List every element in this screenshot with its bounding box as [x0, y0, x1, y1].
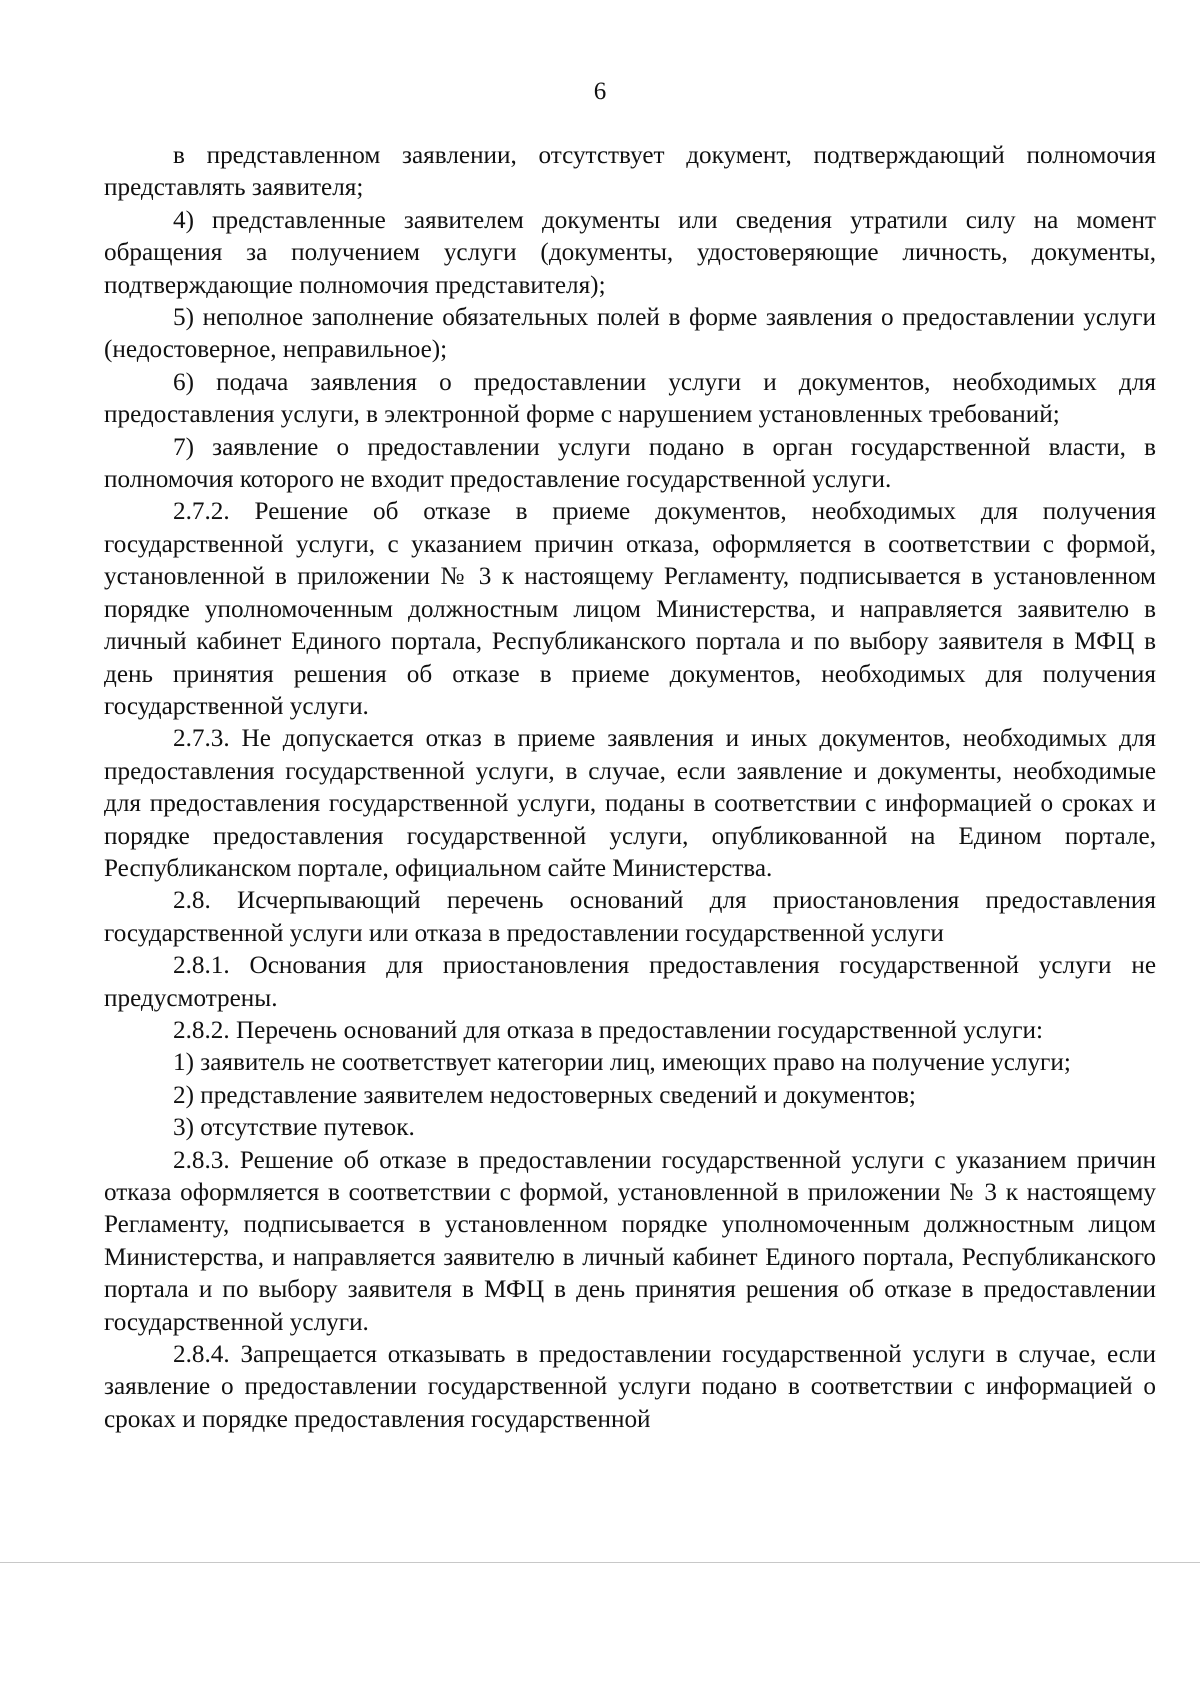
paragraph-2-7-3: 2.7.3. Не допускается отказ в приеме заявления и иных документов, необходимых для предоставления государственной услуги, в случае, если заявление и документы, необходимые для предоставления государственной услуги, поданы в соответствии с информацией о сроках и порядке предоставления государственной услуги, опубликованной на Едином портале, Республиканском портале, официальном сайте Министерства.: [104, 725, 1156, 882]
refusal-ground-3: 3) отсутствие путевок.: [173, 1114, 415, 1142]
paragraph-representative-authority: в представленном заявлении, отсутствует документ, подтверждающий полномочия представлять заявителя;: [104, 142, 1156, 202]
refusal-ground-2: 2) представление заявителем недостоверных сведений и документов;: [173, 1081, 916, 1109]
paragraph-2-7-2: 2.7.2. Решение об отказе в приеме документов, необходимых для получения государственной услуги, с указанием причин отказа, оформляется в соответствии с формой, установленной в приложении № 3 к настоящему Регламенту, подписывается в установленном порядке уполномоченным должностным лицом Министерства, и направляется заявителю в личный кабинет Единого портала, Республиканского портала и по выбору заявителя в МФЦ в день принятия решения об отказе в приеме документов, необходимых для получения государственной услуги.: [104, 498, 1156, 720]
page-number: 6: [593, 78, 607, 105]
paragraph-2-8-2: 2.8.2. Перечень оснований для отказа в предоставлении государственной услуги:: [173, 1016, 1043, 1044]
section-heading-2-8: 2.8. Исчерпывающий перечень оснований для приостановления предоставления государственной услуги или отказа в предоставлении государственной услуги: [104, 887, 1156, 947]
paragraph-item-6: 6) подача заявления о предоставлении услуги и документов, необходимых для предоставления услуги, в электронной форме с нарушением установленных требований;: [104, 368, 1156, 429]
paragraph-item-4: 4) представленные заявителем документы или сведения утратили силу на момент обращения за получением услуги (документы, удостоверяющие личность, документы, подтверждающие полномочия представителя);: [104, 206, 1156, 299]
document-body: [104, 140, 1156, 1436]
paragraph-2-8-4: 2.8.4. Запрещается отказывать в предоставлении государственной услуги в случае, если заявление о предоставлении государственной услуги подано в соответствии с информацией о сроках и порядке предоставления государственной: [104, 1341, 1156, 1433]
paragraph-item-5: 5) неполное заполнение обязательных полей в форме заявления о предоставлении услуги (недостоверное, неправильное);: [104, 304, 1156, 364]
paragraph-2-8-3: 2.8.3. Решение об отказе в предоставлении государственной услуги с указанием причин отказа оформляется в соответствии с формой, установленной в приложении № 3 к настоящему Регламенту, подписывается в установленном порядке уполномоченным должностным лицом Министерства, и направляется заявителю в личный кабинет Единого портала, Республиканского портала и по выбору заявителя в МФЦ в день принятия решения об отказе в предоставлении государственной услуги.: [104, 1146, 1156, 1336]
refusal-ground-1: 1) заявитель не соответствует категории лиц, имеющих право на получение услуги;: [173, 1049, 1071, 1077]
paragraph-2-8-1: 2.8.1. Основания для приостановления предоставления государственной услуги не предусмотрены.: [104, 952, 1156, 1012]
scan-artifact-line: [0, 1562, 1200, 1563]
paragraph-item-7: 7) заявление о предоставлении услуги подано в орган государственной власти, в полномочия которого не входит предоставление государственной услуги.: [104, 433, 1156, 494]
